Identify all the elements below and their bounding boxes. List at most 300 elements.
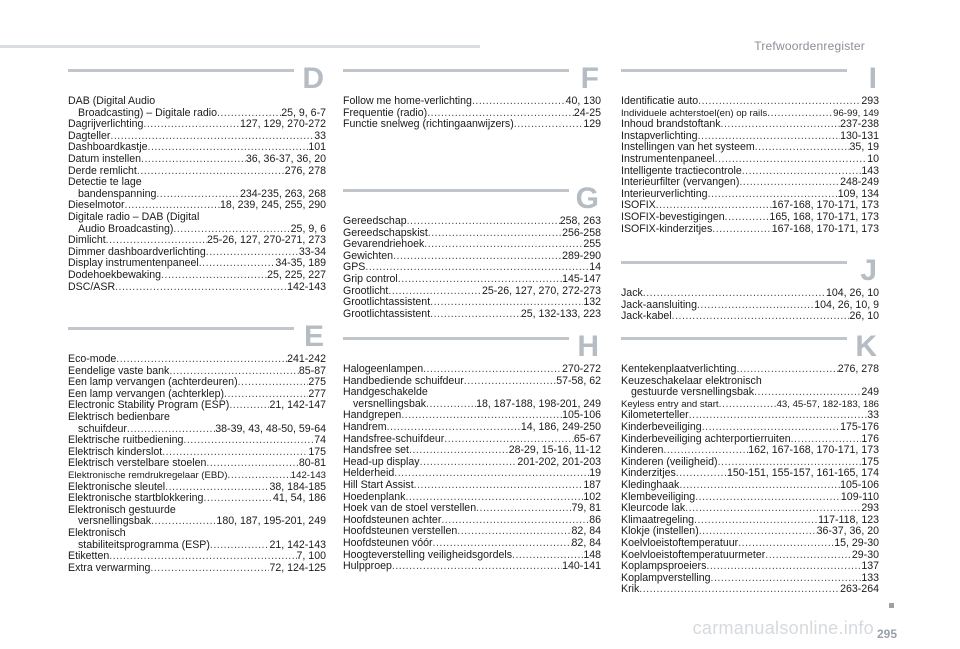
index-entries: [68, 354, 326, 574]
entry-pages: 21, 142-147: [269, 400, 326, 412]
index-entry: [343, 309, 601, 321]
entry-leader-dots: [424, 239, 583, 251]
section-letter: I: [868, 62, 877, 95]
entry-pages: 256-258: [562, 227, 601, 239]
entry-term: Hoofdsteunen achter: [343, 514, 442, 526]
entry-pages: 201-202, 201-203: [517, 456, 601, 468]
index-entry: [68, 377, 326, 389]
entry-leader-dots: [719, 399, 777, 411]
entry-leader-dots: [110, 131, 314, 143]
entry-term: Dagrijverlichting: [68, 119, 144, 131]
entry-term: Hoek van de stoel verstellen: [343, 503, 477, 515]
entry-term: Handsfree set: [343, 445, 409, 457]
index-entry: [343, 480, 601, 492]
entry-pages: 127, 129, 270-272: [239, 119, 326, 131]
entry-term: stabiliteitsprogramma (ESP): [78, 539, 210, 551]
entry-pages: 7, 100: [296, 551, 326, 563]
entry-pages: 167-168, 170-171, 173: [771, 223, 879, 235]
entry-leader-dots: [441, 515, 589, 527]
entry-term: Dodehoekbewaking: [68, 269, 162, 281]
index-section-e: [68, 320, 326, 574]
entry-leader-dots: [148, 142, 309, 154]
index-entry: [343, 538, 601, 550]
entry-term: Kilometerteller: [621, 410, 689, 422]
entry-term: Grootlicht: [343, 285, 389, 297]
entry-leader-dots: [755, 142, 850, 154]
index-entries: [68, 96, 326, 293]
entry-term: Gewichten: [343, 250, 394, 262]
index-entry: [343, 457, 601, 469]
index-entry: [621, 538, 879, 550]
entry-leader-dots: [156, 189, 240, 201]
entry-leader-dots: [715, 154, 868, 166]
entry-term: Kentekenplaatverlichting: [621, 364, 737, 375]
entry-leader-dots: [754, 387, 861, 399]
entry-term: Hulpproep: [343, 561, 392, 573]
entry-pages: 82, 84: [571, 537, 601, 549]
entry-leader-dots: [116, 354, 287, 366]
entry-term: ISOFIX-bevestigingen: [621, 211, 725, 223]
index-entry: [343, 274, 601, 286]
entry-pages: 276, 278: [284, 165, 326, 177]
section-rule: [68, 69, 294, 72]
entry-term: Dieselmotor: [68, 200, 125, 212]
index-entry: [343, 526, 601, 538]
entry-leader-dots: [472, 96, 566, 108]
entry-term: Eendelige vaste bank: [68, 365, 170, 377]
entry-leader-dots: [514, 119, 584, 131]
index-entry: [68, 235, 326, 247]
index-entry: [343, 251, 601, 263]
entry-leader-dots: [676, 468, 727, 480]
entry-leader-dots: [115, 282, 287, 294]
entry-leader-dots: [694, 515, 818, 527]
entry-term: Klimaatregeling: [621, 514, 695, 526]
index-entry: [68, 447, 326, 459]
entry-term: Gereedschap: [343, 216, 407, 227]
index-entry: [68, 282, 326, 294]
entry-term: Audio Broadcasting): [78, 223, 174, 235]
entry-term: versnellingsbak: [353, 398, 427, 410]
entry-leader-dots: [199, 258, 276, 270]
entry-leader-dots: [433, 538, 572, 550]
entry-leader-dots: [685, 503, 861, 515]
entry-term: Identificatie auto: [621, 96, 699, 107]
entry-term: Koelvloeistoftemperatuurmeter: [621, 549, 766, 561]
index-entry: [68, 516, 326, 528]
entry-pages: 180, 187, 195-201, 249: [216, 516, 326, 528]
entry-pages: 130-131: [840, 130, 879, 142]
entry-leader-dots: [106, 235, 207, 247]
index-entry: [343, 503, 601, 515]
entry-leader-dots: [736, 364, 837, 376]
entry-pages: 38, 184-185: [269, 481, 326, 493]
entry-term: Kinderen: [621, 445, 664, 457]
entry-leader-dots: [699, 526, 817, 538]
entry-term: Koplampsproeiers: [621, 561, 707, 573]
entry-pages: 289-290: [562, 250, 601, 262]
entry-term: Hoogteverstelling veiligheidsgordels: [343, 549, 513, 561]
index-entry: [621, 166, 879, 178]
entry-pages: 167-168, 170-171, 173: [771, 200, 879, 212]
entry-leader-dots: [405, 492, 583, 504]
entry-pages: 142-143: [287, 281, 326, 293]
entry-term: Instellingen van het systeem: [621, 142, 755, 154]
entry-pages: 137: [861, 561, 879, 573]
section-letter: F: [580, 62, 599, 95]
entry-leader-dots: [423, 364, 562, 376]
entry-term: Grootlichtassistent: [343, 308, 431, 320]
entry-pages: 25, 9, 6-7: [281, 107, 326, 119]
entry-pages: 28-29, 15-16, 11-12: [508, 445, 601, 457]
entry-term: Jack-kabel: [621, 311, 672, 323]
entry-pages: 15, 29-30: [834, 537, 879, 549]
entry-pages: 40, 130: [565, 96, 601, 107]
entry-leader-dots: [173, 224, 290, 236]
index-entry: [621, 131, 879, 143]
entry-term: Instrumentenpaneel: [621, 153, 715, 165]
section-letter-row: [68, 320, 326, 354]
entry-pages: 104, 26, 10, 9: [814, 299, 879, 311]
entry-leader-dots: [161, 270, 267, 282]
entry-leader-dots: [639, 584, 840, 596]
entry-term: Koplampverstelling: [621, 572, 711, 584]
entry-leader-dots: [663, 445, 748, 457]
index-entry: [343, 286, 601, 298]
entry-pages: 133: [861, 572, 879, 584]
entry-term: Handrem: [343, 421, 387, 433]
index-entry: [68, 270, 326, 282]
index-entry: [68, 366, 326, 378]
entry-pages: 293: [861, 96, 879, 107]
index-entry: [343, 108, 601, 120]
section-rule: [621, 69, 847, 72]
index-entry: [621, 503, 879, 515]
entry-leader-dots: [210, 540, 270, 552]
section-rule: [621, 261, 847, 264]
index-entry: [343, 364, 601, 376]
entry-term: Hill Start Assist: [343, 479, 414, 491]
watermark: carmanualsonline.info: [692, 618, 874, 638]
index-entry: [621, 399, 879, 411]
index-entry: [621, 154, 879, 166]
index-entry: [621, 108, 879, 120]
entry-term: Elektrische ruitbediening: [68, 435, 184, 447]
entry-pages: 175-176: [840, 421, 879, 433]
entry-pages: 165, 168, 170-171, 173: [769, 211, 879, 223]
index-entry: [68, 540, 326, 552]
entry-leader-dots: [206, 458, 299, 470]
index-entry: [621, 457, 879, 469]
entry-term: Dashboardkastje: [68, 142, 148, 154]
entry-pages: 129: [583, 119, 601, 131]
entry-leader-dots: [738, 538, 834, 550]
entry-term: Elektronisch: [68, 527, 126, 539]
index-entry: [621, 288, 879, 300]
entry-pages: 142-143: [290, 469, 326, 481]
section-letter-row: [343, 62, 601, 96]
index-entry: [621, 387, 879, 399]
entry-pages: 36-37, 36, 20: [816, 526, 879, 538]
entry-leader-dots: [141, 154, 246, 166]
entry-leader-dots: [428, 228, 562, 240]
entry-pages: 277: [308, 388, 326, 400]
entry-pages: 175: [861, 456, 879, 468]
index-entry: [621, 177, 879, 189]
entry-leader-dots: [409, 445, 509, 457]
entry-term: Dimmer dashboardverlichting: [68, 246, 206, 258]
section-letter-row: [621, 62, 879, 96]
entry-term: Hoofdsteunen vóór: [343, 537, 433, 549]
entry-leader-dots: [137, 166, 285, 178]
entry-leader-dots: [224, 389, 308, 401]
entry-pages: 255: [583, 239, 601, 251]
entry-term: Keuzeschakelaar elektronisch: [621, 375, 762, 387]
entry-leader-dots: [407, 216, 560, 228]
entry-leader-dots: [217, 108, 281, 120]
entry-leader-dots: [206, 247, 299, 259]
entry-term: Datum instellen: [68, 153, 142, 165]
entry-term: Eco-mode: [68, 354, 117, 365]
entry-leader-dots: [679, 480, 840, 492]
index-entries: [621, 364, 879, 596]
entry-term: Instapverlichting: [621, 130, 698, 142]
entry-pages: 25-26, 127, 270-271, 273: [207, 235, 326, 247]
index-entry: [68, 212, 326, 224]
index-entry: [343, 468, 601, 480]
entry-pages: 29-30: [851, 549, 879, 561]
entry-pages: 85-87: [298, 365, 326, 377]
entry-pages: 36, 36-37, 36, 20: [245, 153, 326, 165]
entry-leader-dots: [426, 399, 476, 411]
entry-leader-dots: [183, 435, 314, 447]
entry-leader-dots: [711, 573, 862, 585]
entry-leader-dots: [702, 422, 840, 434]
entry-term: Helderheid: [343, 468, 395, 480]
index-section-j: [621, 254, 879, 323]
entry-leader-dots: [392, 561, 562, 573]
entry-term: Elektronische remdrukregelaar (EBD): [68, 469, 228, 481]
entry-leader-dots: [150, 563, 269, 575]
entry-term: GPS: [343, 262, 366, 274]
index-entry: [621, 561, 879, 573]
index-entry: [621, 212, 879, 224]
entry-pages: 82, 84: [571, 526, 601, 538]
entry-pages: 234-235, 263, 268: [239, 188, 326, 200]
entry-term: versnellingsbak: [78, 516, 152, 528]
entry-leader-dots: [143, 119, 240, 131]
entry-pages: 80-81: [298, 458, 326, 470]
index-entries: [343, 216, 601, 320]
entry-pages: 276, 278: [837, 364, 879, 375]
entry-pages: 21, 142-143: [269, 539, 326, 551]
entry-term: Kinderzitjes: [621, 468, 676, 480]
page-number: 295: [876, 627, 897, 641]
index-entry: [68, 458, 326, 470]
index-entry: [621, 526, 879, 538]
entry-pages: 104, 26, 10: [825, 288, 879, 299]
index-section-k: [621, 330, 879, 596]
entry-pages: 14: [589, 262, 601, 274]
entry-pages: 275: [308, 377, 326, 389]
entry-leader-dots: [791, 434, 862, 446]
index-entry: [68, 482, 326, 494]
entry-leader-dots: [464, 376, 556, 388]
index-entry: [343, 239, 601, 251]
index-entry: [621, 480, 879, 492]
index-entry: [68, 412, 326, 424]
entry-term: Jack: [621, 288, 643, 299]
entry-pages: 24-25: [573, 107, 601, 119]
entry-term: Dagteller: [68, 130, 111, 142]
index-entry: [68, 563, 326, 575]
entry-term: Functie snelweg (richtingaanwijzers): [343, 119, 514, 131]
section-letter-row: [343, 330, 601, 364]
entry-term: Dimlicht: [68, 235, 106, 247]
index-entry: [68, 177, 326, 189]
index-entry: [621, 142, 879, 154]
entry-pages: 26, 10: [849, 311, 879, 323]
entry-pages: 145-147: [562, 273, 601, 285]
entry-leader-dots: [721, 119, 841, 131]
entry-term: Elektronische startblokkering: [68, 493, 204, 505]
entry-leader-dots: [718, 457, 862, 469]
entry-pages: 150-151, 155-157, 161-165, 174: [727, 468, 879, 480]
entry-leader-dots: [151, 516, 216, 528]
entry-term: Kinderbeveiliging achterportierruiten: [621, 433, 791, 445]
entry-leader-dots: [698, 96, 861, 108]
index-entry: [68, 96, 326, 108]
entry-leader-dots: [767, 108, 833, 120]
entry-pages: 109, 134: [837, 188, 879, 200]
index-entry: [621, 224, 879, 236]
section-rule: [68, 327, 294, 330]
entry-pages: 86: [589, 514, 601, 526]
index-entry: [621, 434, 879, 446]
entry-term: Een lamp vervangen (achterdeuren): [68, 377, 238, 389]
section-letter: G: [575, 182, 599, 215]
index-entry: [68, 470, 326, 482]
entry-term: Etiketten: [68, 551, 110, 563]
entry-term: Intelligente tractiecontrole: [621, 165, 742, 177]
index-entry: [621, 550, 879, 562]
entry-pages: 14, 186, 249-250: [520, 421, 601, 433]
entry-pages: 293: [861, 503, 879, 515]
entry-term: Gereedschapskist: [343, 227, 428, 239]
entry-leader-dots: [643, 288, 826, 300]
entry-leader-dots: [656, 200, 772, 212]
entry-term: Handsfree-schuifdeur: [343, 433, 445, 445]
entry-term: Handgeschakelde: [343, 387, 428, 399]
entry-term: Grip control: [343, 273, 398, 285]
entry-pages: 132: [583, 297, 601, 309]
index-entry: [621, 300, 879, 312]
index-entry: [621, 584, 879, 596]
index-entry: [68, 200, 326, 212]
entry-pages: 25-26, 127, 270, 272-273: [482, 285, 601, 297]
entry-pages: 237-238: [840, 119, 879, 131]
entry-term: Kinderen (veiligheid): [621, 456, 718, 468]
index-entry: [621, 96, 879, 108]
entry-leader-dots: [109, 551, 296, 563]
index-entry: [343, 216, 601, 228]
entry-term: Handgrepen: [343, 410, 402, 422]
index-entry: [68, 224, 326, 236]
index-entry: [68, 119, 326, 131]
entry-pages: 249: [861, 387, 879, 399]
entry-term: Hoofdsteunen verstellen: [343, 526, 458, 538]
entry-term: Halogeenlampen: [343, 364, 424, 375]
entry-leader-dots: [393, 251, 562, 263]
entry-pages: 65-67: [573, 433, 601, 445]
entry-leader-dots: [739, 177, 840, 189]
entry-leader-dots: [512, 550, 583, 562]
entry-term: DAB (Digital Audio: [68, 96, 156, 107]
index-entry: [621, 422, 879, 434]
index-entry: [68, 528, 326, 540]
entry-leader-dots: [229, 400, 269, 412]
entry-leader-dots: [388, 286, 482, 298]
section-letter-row: [68, 62, 326, 96]
entry-term: Derde remlicht: [68, 165, 137, 177]
entry-pages: 105-106: [562, 410, 601, 422]
entry-term: Gevarendriehoek: [343, 239, 425, 251]
entry-pages: 25, 225, 227: [267, 269, 326, 281]
index-entry: [621, 468, 879, 480]
index-entry: [68, 505, 326, 517]
index-entry: [68, 258, 326, 270]
index-entry: [621, 200, 879, 212]
index-entry: [343, 262, 601, 274]
section-letter: E: [303, 320, 324, 353]
entry-term: gestuurde versnellingsbak: [631, 387, 755, 399]
section-letter-row: [621, 254, 879, 288]
entry-term: Kledinghaak: [621, 479, 680, 491]
entry-term: Koelvloeistoftemperatuur: [621, 537, 739, 549]
entry-pages: 79, 81: [571, 503, 601, 515]
entry-pages: 143: [861, 165, 879, 177]
entry-pages: 38-39, 43, 48-50, 59-64: [215, 423, 326, 435]
entry-pages: 140-141: [562, 561, 601, 573]
section-rule: [621, 337, 847, 340]
index-entry: [343, 422, 601, 434]
section-letter: K: [855, 330, 877, 363]
index-entry: [343, 96, 601, 108]
entry-leader-dots: [238, 377, 309, 389]
entry-term: Follow me home-verlichting: [343, 96, 472, 107]
entry-pages: 148: [583, 549, 601, 561]
entry-term: Een lamp vervangen (achterklep): [68, 388, 225, 400]
entry-pages: 25, 132-133, 223: [520, 308, 601, 320]
entry-term: Display instrumentenpaneel: [68, 258, 199, 270]
entry-pages: 33-34: [298, 246, 326, 258]
entry-term: bandenspanning: [78, 188, 157, 200]
entry-term: Detectie te lage: [68, 177, 142, 189]
entry-pages: 96-99, 149: [833, 107, 879, 119]
index-entry: [343, 515, 601, 527]
entry-pages: 33: [314, 130, 326, 142]
index-entry: [621, 119, 879, 131]
index-entries: [343, 364, 601, 573]
index-entry: [68, 493, 326, 505]
entry-term: Individuele achterstoel(en) op rails: [621, 107, 768, 119]
entry-leader-dots: [695, 492, 841, 504]
index-entry: [68, 424, 326, 436]
entry-pages: 43, 45-57, 182-183, 186: [776, 398, 879, 410]
index-entry: [68, 189, 326, 201]
entry-term: schuifdeur: [78, 423, 127, 435]
entry-pages: 187: [583, 479, 601, 491]
